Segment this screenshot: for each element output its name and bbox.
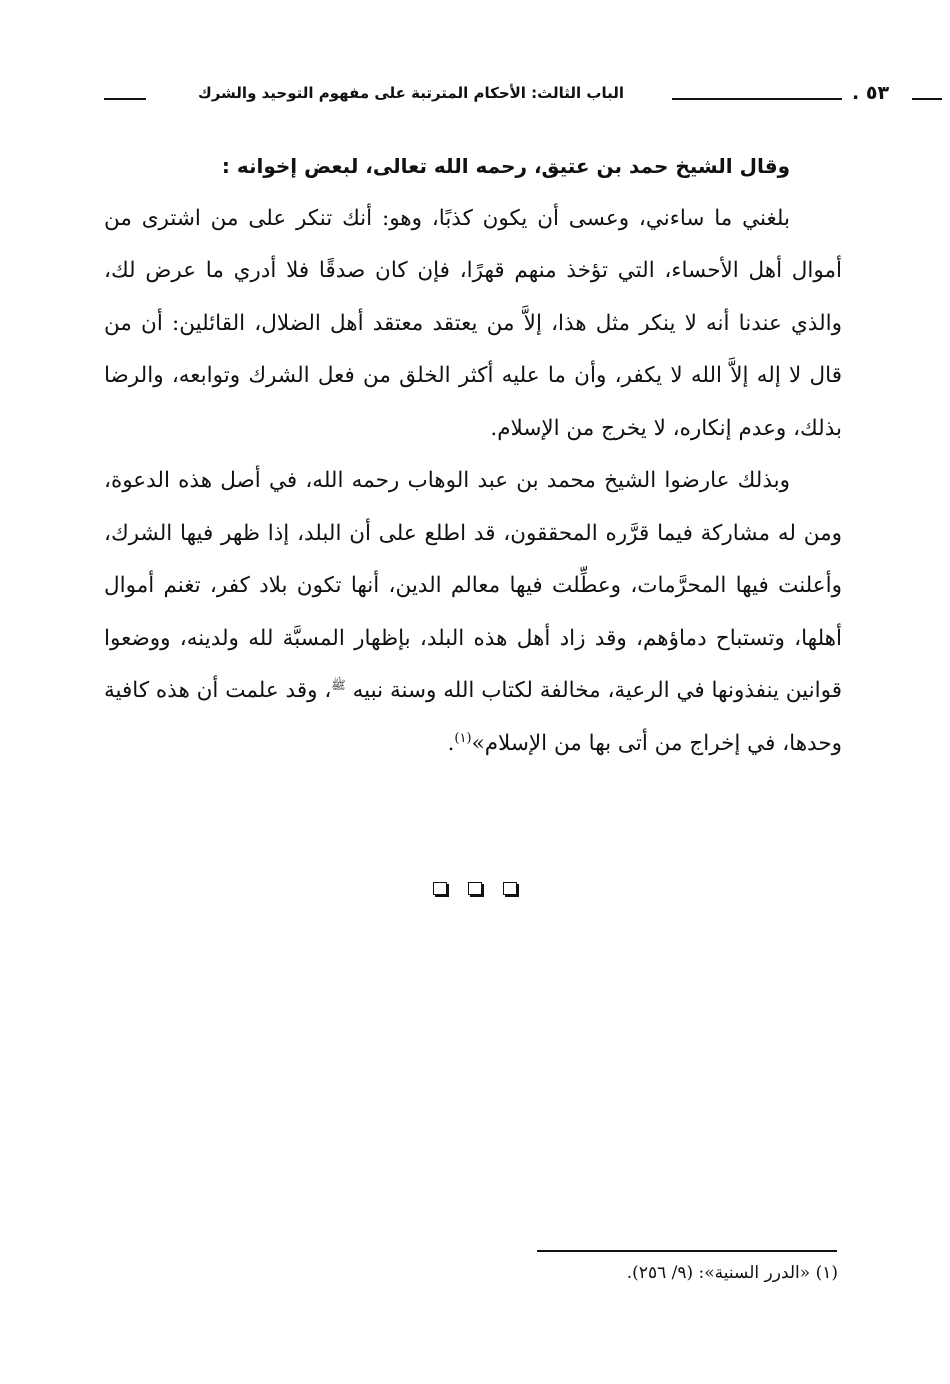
intro-line: وقال الشيخ حمد بن عتيق، رحمه الله تعالى، لبعض إخوانه : — [221, 154, 790, 178]
ornament-box-icon — [503, 882, 517, 895]
paragraph-2-end: . — [447, 730, 455, 756]
paragraph-2-part-a: وبذلك عارضوا الشيخ محمد بن عبد الوهاب رحمه الله، في أصل هذه الدعوة، ومن له مشاركة فيما قرَّره المحققون، قد اطلع على أن البلد، إذا ظهر فيها الشرك، وأعلنت فيها المحرَّمات، وعطِّلت فيها معالم الدين، أنها تكون بلاد كفر، تغنم أموال أهلها، وتستباح دماؤهم، وقد زاد أهل هذه البلد، بإظهار المسبَّة لله ولدينه، ووضعوا قوانين ينفذونها في الرعية، مخالفة لكتاب الله وسنة نبيه — [104, 468, 842, 703]
footnote-divider — [537, 1250, 837, 1252]
chapter-title: الباب الثالث: الأحكام المترتبة على مفهوم التوحيد والشرك — [197, 84, 625, 102]
main-text — [104, 140, 842, 770]
ornament-box-icon — [468, 882, 482, 895]
paragraph-2-part-b: ، وقد علمت أن هذه كافية وحدها، في إخراج من أتى بها من الإسلام» — [104, 678, 842, 756]
paragraph-1: بلغني ما ساءني، وعسى أن يكون كذبًا، وهو: أنك تنكر على من اشترى من أموال أهل الأحساء، التي تؤخذ منهم قهرًا، فإن كان صدقًا فلا أدري ما عرض لك، والذي عندنا أنه لا ينكر مثل هذا، إلاَّ من يعتقد معتقد أهل الضلال، القائلين: أن من قال لا إله إلاَّ الله لا يكفر، وأن ما عليه أكثر الخلق من فعل الشرك وتوابعه، والرضا بذلك، وعدم إنكاره، لا يخرج من الإسلام. — [104, 205, 842, 441]
footnote: (١) «الدرر السنية»: (٩/ ٢٥٦). — [626, 1263, 838, 1283]
paragraph-2 — [104, 455, 842, 770]
section-separator — [0, 880, 950, 899]
footnote-reference: (١) — [454, 730, 472, 746]
header-rule-right — [912, 98, 942, 100]
ornament-box-icon — [433, 882, 447, 895]
running-header — [104, 80, 890, 120]
page-number: ٥٣ . — [852, 82, 890, 104]
header-rule-left — [104, 98, 146, 100]
honorific-glyph: ﷺ — [331, 677, 346, 692]
header-rule-middle — [672, 98, 842, 100]
